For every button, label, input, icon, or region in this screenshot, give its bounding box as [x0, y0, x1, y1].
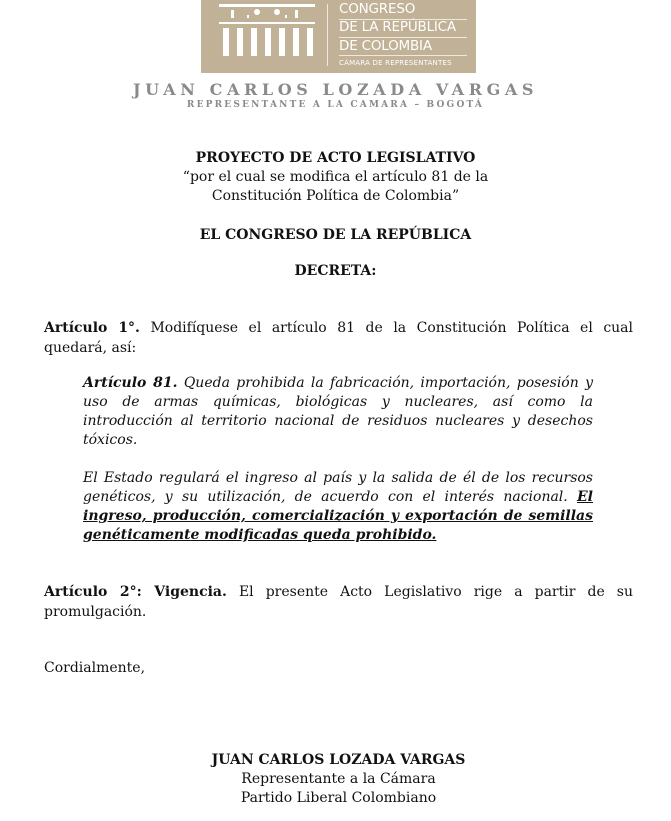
signature-party: Partido Liberal Colombiano: [240, 790, 437, 806]
signature-name: JUAN CARLOS LOZADA VARGAS: [211, 752, 466, 768]
bill-subtitle-line-1: “por el cual se modifica el artículo 81 de la: [182, 169, 489, 185]
article-81-text-2: El Estado regulará el ingreso al país y la salida de él de los recursos genéticos, y su utilización, de acuerdo con el interés nacional.: [83, 470, 593, 505]
article-1-label: Artículo 1°.: [44, 320, 140, 336]
quoted-article-81-p2: [83, 469, 593, 545]
decreta-heading: DECRETA:: [294, 263, 377, 279]
logo-line-2: DE LA REPÚBLICA: [339, 19, 456, 36]
article-2: [44, 582, 633, 622]
closing: Cordialmente,: [44, 660, 146, 676]
article-81-text-1: Queda prohibida la fabricación, importación, posesión y uso de armas químicas, biológicas y nucleares, así como la introducción al territorio nacional de residuos nucleares y desechos tóxicos.: [83, 375, 593, 448]
header-role: REPRESENTANTE A LA CAMARA – BOGOTÁ: [186, 100, 485, 110]
congress-logo: [201, 0, 476, 73]
bill-title: PROYECTO DE ACTO LEGISLATIVO: [195, 150, 476, 166]
header-name: JUAN CARLOS LOZADA VARGAS: [132, 80, 539, 99]
logo-rule: [339, 55, 467, 56]
article-81-label: Artículo 81.: [83, 375, 178, 391]
logo-divider: [327, 4, 328, 66]
article-2-label: Artículo 2°: Vigencia.: [44, 584, 227, 600]
article-81-added-text: El ingreso, producción, comercialización y exportación de semillas genéticamente modificadas queda prohibido.: [83, 489, 593, 543]
quoted-article-81-p1: [83, 374, 593, 450]
logo-line-4: CÁMARA DE REPRESENTANTES: [339, 58, 452, 67]
logo-text: [339, 2, 467, 68]
article-1: [44, 318, 633, 358]
congress-heading: EL CONGRESO DE LA REPÚBLICA: [199, 227, 472, 243]
article-2-text: El presente Acto Legislativo rige a partir de su promulgación.: [44, 584, 633, 620]
signature-role: Representante a la Cámara: [241, 771, 436, 787]
logo-line-1: CONGRESO: [339, 1, 416, 17]
logo-line-3: DE COLOMBIA: [339, 37, 432, 54]
capitol-building-icon: [217, 0, 317, 60]
article-1-text: Modifíquese el artículo 81 de la Constitución Política el cual quedará, así:: [44, 320, 633, 356]
bill-subtitle-line-2: Constitución Política de Colombia”: [211, 188, 460, 204]
